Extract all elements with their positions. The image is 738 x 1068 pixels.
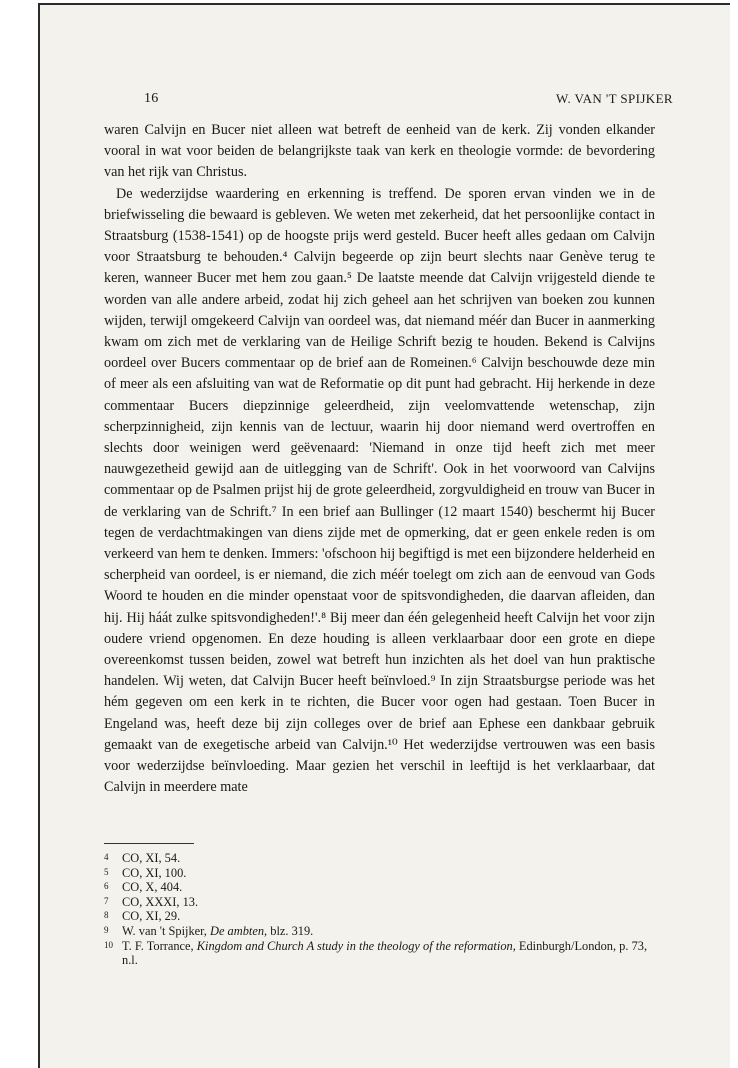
citation-author: W. van 't Spijker, — [122, 923, 211, 938]
footnote-number: 10 — [104, 939, 113, 950]
footnote-text: CO, XXXI, 13. — [122, 894, 199, 909]
paragraph: De wederzijdse waardering en erkenning is treffend. De sporen ervan vinden we in de briefwisseling die bewaard is gebleven. We weten met zekerheid, dat het persoonlijke contact in Straatsburg (1538-1541) op de hoogste prijs werd gesteld. Bucer heeft alles gedaan om Calvijn voor Straatsburg te behouden.⁴ Calvijn begeerde op zijn beurt slechts naar Genève terug te keren, wanneer Bucer met hem zou gaan.⁵ De laatste meende dat Calvijn vrijgesteld diende te worden van alle andere arbeid, zodat hij zich geheel aan het schrijven van boeken zou kunnen wijden, terwijl omgekeerd Calvijn van oordeel was, dat niemand méér dan Bucer in aanmerking kwam om zich met de verklaring van de Heilige Schrift bezig te houden. Bekend is Calvijns oordeel over Bucers commentaar op de brief aan de Romeinen.⁶ Calvijn beschouwde deze min of meer als een afsluiting van wat de Reformatie op dit punt had gebracht. Hij herkende in deze commentaar Bucers diepzinnige geleerdheid, zijn veelomvattende wetenschap, zijn scherpzinnigheid, zijn kennis van de lectuur, waarin hij door niemand werd overtroffen en slechts door weinigen werd geëvenaard: 'Niemand in onze tijd heeft zich met meer nauwgezetheid gewijd aan de uitlegging van de Schrift'. Ook in het voorwoord van Calvijns commentaar op de Psalmen prijst hij de grote geleerdheid, zorgvuldigheid en trouw van Bucer in de verklaring van de Schrift.⁷ In een brief aan Bullinger (12 maart 1540) beschermt hij Bucer tegen de verdachtmakingen van diens zijde met de opmerking, dat er geen enkele reden is om verkeerd van hem te denken. Immers: 'ofschoon hij begiftigd is met een bijzondere helderheid en scherpheid van oordeel, is er niemand, die zich méér toelegt om zich aan de eenvoud van Gods Woord te houden en die minder openstaat voor de spitsvondigheden, die daarvan afleiden, dan hij. Hij háát zulke spitsvondigheden!'.⁸ Bij meer dan één gelegenheid heeft Calvijn het voor zijn oudere vriend opgenomen. En deze houding is alleen verklaarbaar door een grote en diepe overeenkomst tussen beiden, zowel wat betreft hun inzichten als het doel van hun praktische handelen. Wij weten, dat Calvijn Bucer heeft beïnvloed.⁹ In zijn Straatsburgse periode was het hém gegeven om een kerk in te richten, die Bucer voor ogen had gestaan. Toen Bucer in Engeland was, heeft deze bij zijn colleges over de brief aan Ephese een dankbaar gebruik gemaakt van de exegetische arbeid van Calvijn.¹⁰ Het wederzijdse vertrouwen was een basis voor wederzijdse beïnvloeding. Maar gezien het verschil in leeftijd is het verklaarbaar, dat Calvijn in meerdere mate — [104, 185, 655, 796]
footnote — [104, 880, 655, 895]
citation-author: T. F. Torrance, — [122, 938, 197, 953]
footnote-number: 9 — [104, 924, 109, 935]
citation-page: Edinburgh/London, p. 73, n.l. — [122, 938, 648, 968]
footnote — [104, 939, 655, 968]
footnote-text: CO, XI, 100. — [122, 865, 187, 880]
citation-page: , blz. 319. — [264, 923, 314, 938]
paragraph: waren Calvijn en Bucer niet alleen wat betreft de eenheid van de kerk. Zij vonden elkander vooral in wat voor beiden de belangrijkste taak van kerk en theologie vormde: de bevordering van het rijk van Christus. — [104, 122, 655, 181]
page-number: 16 — [144, 91, 159, 106]
footnote-divider — [104, 843, 194, 844]
citation-title: De ambten — [210, 923, 265, 938]
footnote — [104, 909, 655, 924]
citation-title: Kingdom and Church A study in the theology of the reformation, — [196, 938, 516, 953]
footnote-number: 4 — [104, 852, 109, 862]
footnote-text: CO, XI, 54. — [122, 851, 181, 865]
footnote-number: 6 — [104, 881, 109, 892]
footnote-text: CO, X, 404. — [122, 880, 183, 895]
body-text — [104, 120, 655, 799]
footnote-number: 5 — [104, 866, 109, 877]
running-head: W. VAN 'T SPIJKER — [555, 91, 673, 106]
footnote — [104, 924, 655, 939]
page-header — [144, 91, 673, 107]
footnote — [104, 866, 655, 881]
footnote-number: 7 — [104, 895, 109, 906]
footnote-text — [122, 924, 655, 939]
footnote-number: 8 — [104, 910, 109, 921]
footnote-text — [122, 939, 655, 968]
footnotes — [104, 851, 655, 968]
footnote — [104, 895, 655, 910]
footnote-text: CO, XI, 29. — [122, 909, 181, 924]
footnote — [104, 851, 655, 866]
